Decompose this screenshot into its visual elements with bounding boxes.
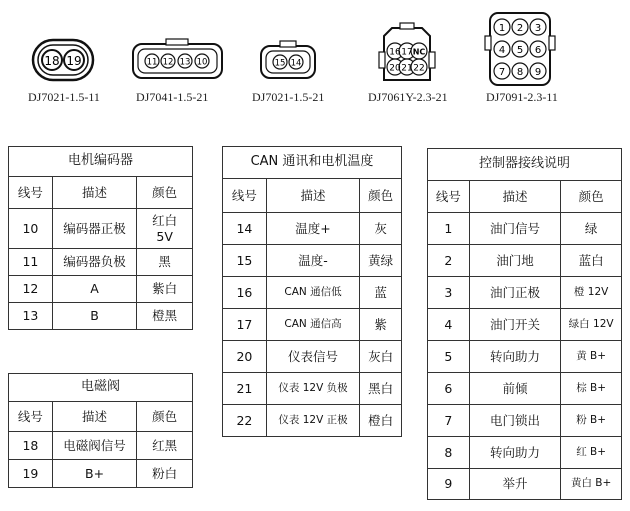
wire-description: B bbox=[52, 303, 136, 330]
pin-17: 17 bbox=[401, 47, 413, 58]
table-row bbox=[428, 405, 622, 437]
table-row bbox=[223, 373, 402, 405]
wire-color: 黑白 bbox=[360, 373, 402, 405]
column-header: 线号 bbox=[223, 179, 267, 213]
wire-color: 灰 bbox=[360, 213, 402, 245]
column-header: 描述 bbox=[52, 402, 137, 432]
pin-20: 20 bbox=[389, 63, 401, 74]
wire-color: 绿 bbox=[561, 213, 622, 245]
pin-4: 4 bbox=[498, 45, 506, 56]
pin-12: 12 bbox=[162, 57, 174, 68]
wire-number: 17 bbox=[223, 309, 267, 341]
connector-dj7021-1-5-21-drawing bbox=[258, 40, 318, 85]
table-title: 电机编码器 bbox=[9, 147, 193, 177]
pin-18: 18 bbox=[44, 54, 60, 68]
wire-number: 15 bbox=[223, 245, 267, 277]
table-row bbox=[428, 213, 622, 245]
wire-number: 14 bbox=[223, 213, 267, 245]
wire-color: 灰白 bbox=[360, 341, 402, 373]
wire-number: 5 bbox=[428, 341, 470, 373]
connector-label: DJ7021-1.5-11 bbox=[28, 90, 100, 104]
wire-description: 电磁阀信号 bbox=[52, 432, 137, 460]
wire-color: 粉 B+ bbox=[561, 405, 622, 437]
table-row bbox=[428, 341, 622, 373]
column-header: 线号 bbox=[9, 402, 53, 432]
table-row bbox=[223, 405, 402, 437]
pin-6: 6 bbox=[534, 45, 542, 56]
table-row bbox=[9, 303, 193, 330]
table-title: 控制器接线说明 bbox=[428, 149, 622, 181]
wire-number: 7 bbox=[428, 405, 470, 437]
pin-19: 19 bbox=[66, 54, 82, 68]
wire-color: 红黑 bbox=[137, 432, 193, 460]
pin-nc: NC bbox=[412, 47, 426, 57]
pin-7: 7 bbox=[498, 67, 506, 78]
wire-description: 转向助力 bbox=[469, 341, 560, 373]
pin-5: 5 bbox=[516, 45, 524, 56]
column-header: 颜色 bbox=[137, 177, 193, 209]
wire-color: 蓝 bbox=[360, 277, 402, 309]
wire-number: 6 bbox=[428, 373, 470, 405]
wire-description: B+ bbox=[52, 460, 137, 488]
wire-color: 黑 bbox=[137, 249, 193, 276]
wire-description: 油门开关 bbox=[469, 309, 560, 341]
wire-color: 红白 5V bbox=[137, 209, 193, 249]
table-row bbox=[9, 276, 193, 303]
pin-14: 14 bbox=[290, 58, 302, 69]
wire-number: 2 bbox=[428, 245, 470, 277]
table-row bbox=[9, 249, 193, 276]
wire-number: 4 bbox=[428, 309, 470, 341]
wire-color: 橙白 bbox=[360, 405, 402, 437]
wire-color: 绿白 12V bbox=[561, 309, 622, 341]
wire-number: 1 bbox=[428, 213, 470, 245]
wire-description: CAN 通信高 bbox=[266, 309, 359, 341]
connector-label: DJ7091-2.3-11 bbox=[486, 90, 558, 104]
wire-description: 油门正极 bbox=[469, 277, 560, 309]
wire-description: 温度- bbox=[266, 245, 359, 277]
table-row bbox=[223, 277, 402, 309]
wire-number: 3 bbox=[428, 277, 470, 309]
column-header: 线号 bbox=[428, 181, 470, 213]
table-title: 电磁阀 bbox=[9, 374, 193, 402]
solenoid-valve-table bbox=[8, 373, 193, 488]
wire-number: 8 bbox=[428, 437, 470, 469]
wire-number: 22 bbox=[223, 405, 267, 437]
wire-number: 9 bbox=[428, 469, 470, 500]
column-header: 描述 bbox=[469, 181, 560, 213]
wire-number: 13 bbox=[9, 303, 53, 330]
wire-color: 紫白 bbox=[137, 276, 193, 303]
wire-color: 黄绿 bbox=[360, 245, 402, 277]
connector-dj7041-1-5-21-drawing bbox=[130, 38, 225, 83]
wire-description: 举升 bbox=[469, 469, 560, 500]
wire-description: 前倾 bbox=[469, 373, 560, 405]
table-row bbox=[428, 277, 622, 309]
pin-3: 3 bbox=[534, 23, 542, 34]
connector-label: DJ7021-1.5-21 bbox=[252, 90, 325, 104]
wire-number: 16 bbox=[223, 277, 267, 309]
pin-13: 13 bbox=[179, 57, 191, 68]
wire-description: 编码器负极 bbox=[52, 249, 136, 276]
wire-description: 编码器正极 bbox=[52, 209, 136, 249]
wire-number: 12 bbox=[9, 276, 53, 303]
pin-10: 10 bbox=[196, 57, 208, 68]
wire-number: 20 bbox=[223, 341, 267, 373]
wire-color: 黄白 B+ bbox=[561, 469, 622, 500]
table-row bbox=[9, 432, 193, 460]
pin-2: 2 bbox=[516, 23, 524, 34]
column-header: 颜色 bbox=[137, 402, 193, 432]
wire-color: 橙 12V bbox=[561, 277, 622, 309]
wire-description: 油门地 bbox=[469, 245, 560, 277]
table-row bbox=[428, 469, 622, 500]
wire-color: 蓝白 bbox=[561, 245, 622, 277]
pin-22: 22 bbox=[413, 63, 425, 74]
wire-description: 油门信号 bbox=[469, 213, 560, 245]
table-row bbox=[223, 213, 402, 245]
wire-description: 转向助力 bbox=[469, 437, 560, 469]
wire-color: 橙黑 bbox=[137, 303, 193, 330]
wire-number: 11 bbox=[9, 249, 53, 276]
table-row bbox=[428, 309, 622, 341]
controller-wiring-table bbox=[427, 148, 622, 500]
column-header: 线号 bbox=[9, 177, 53, 209]
table-row bbox=[9, 209, 193, 249]
wire-number: 10 bbox=[9, 209, 53, 249]
column-header: 描述 bbox=[52, 177, 136, 209]
wire-number: 18 bbox=[9, 432, 53, 460]
column-header: 颜色 bbox=[561, 181, 622, 213]
pin-16: 16 bbox=[389, 47, 401, 58]
wire-color: 紫 bbox=[360, 309, 402, 341]
wire-number: 19 bbox=[9, 460, 53, 488]
connector-dj7021-1-5-11-drawing bbox=[28, 30, 98, 90]
wire-description: 仪表信号 bbox=[266, 341, 359, 373]
wire-color: 粉白 bbox=[137, 460, 193, 488]
wire-number: 21 bbox=[223, 373, 267, 405]
wire-description: 温度+ bbox=[266, 213, 359, 245]
connector-label: DJ7041-1.5-21 bbox=[136, 90, 209, 104]
wire-description: 仪表 12V 正极 bbox=[266, 405, 359, 437]
wire-color: 红 B+ bbox=[561, 437, 622, 469]
table-title: CAN 通讯和电机温度 bbox=[223, 147, 402, 179]
pin-8: 8 bbox=[516, 67, 524, 78]
connector-label: DJ7061Y-2.3-21 bbox=[368, 90, 448, 104]
pin-1: 1 bbox=[498, 23, 506, 34]
table-row bbox=[9, 460, 193, 488]
table-row bbox=[223, 309, 402, 341]
table-row bbox=[428, 437, 622, 469]
connector-dj7091-2-3-11-drawing bbox=[484, 8, 556, 88]
pin-9: 9 bbox=[534, 67, 542, 78]
table-row bbox=[428, 373, 622, 405]
wire-description: CAN 通信低 bbox=[266, 277, 359, 309]
wire-color: 棕 B+ bbox=[561, 373, 622, 405]
motor-encoder-table bbox=[8, 146, 193, 330]
wire-color: 黄 B+ bbox=[561, 341, 622, 373]
connector-dj7061y-2-3-21-drawing bbox=[374, 22, 440, 86]
can-temperature-table bbox=[222, 146, 402, 437]
pin-11: 11 bbox=[146, 57, 158, 68]
table-row bbox=[223, 245, 402, 277]
wire-description: A bbox=[52, 276, 136, 303]
table-row bbox=[428, 245, 622, 277]
table-row bbox=[223, 341, 402, 373]
column-header: 描述 bbox=[266, 179, 359, 213]
pin-15: 15 bbox=[274, 58, 286, 69]
column-header: 颜色 bbox=[360, 179, 402, 213]
pin-21: 21 bbox=[401, 63, 413, 74]
wire-description: 电门锁出 bbox=[469, 405, 560, 437]
wire-description: 仪表 12V 负极 bbox=[266, 373, 359, 405]
